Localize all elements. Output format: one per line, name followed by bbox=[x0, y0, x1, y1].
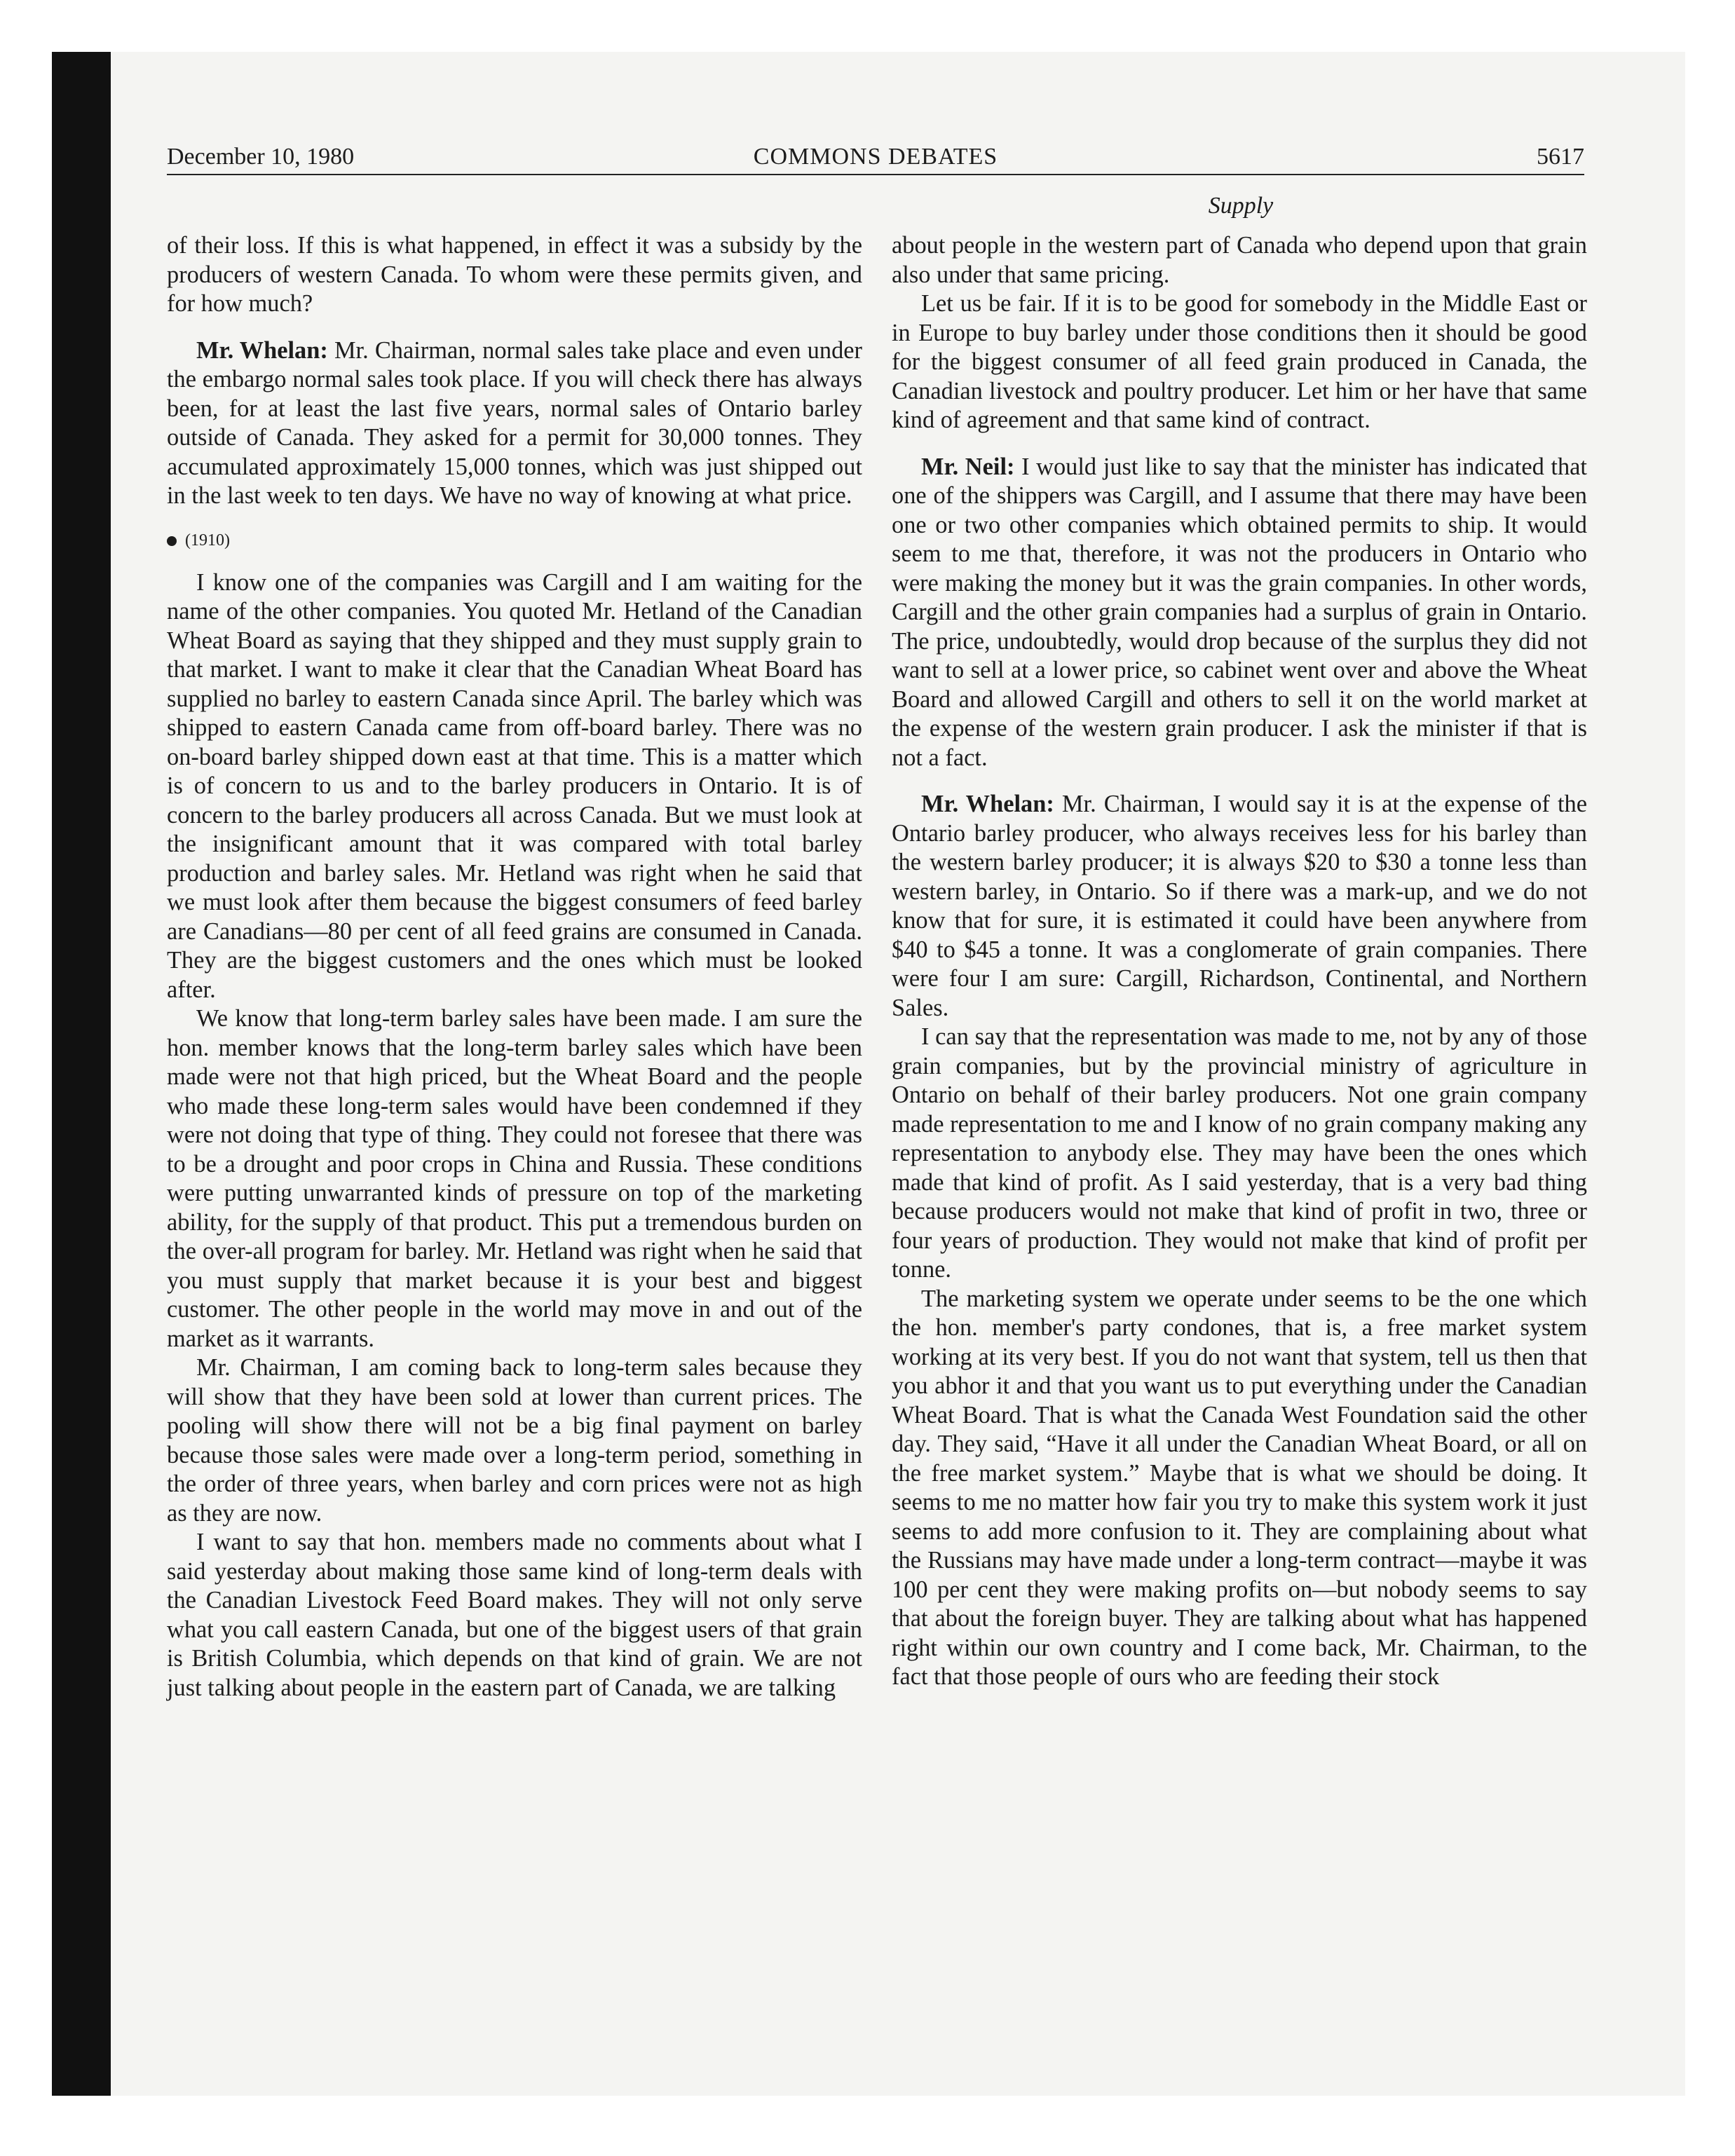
paragraph: I want to say that hon. members made no comments about what I said yesterday about making those same kind of long-term deals with the Canadian Livestock Feed Board makes. They will not only serve what you call eastern Canada, but one of the biggest users of that grain is British Columbia, which depends on that kind of grain. We are not just talking about people in the eastern part of Canada, we are talking bbox=[167, 1529, 862, 1701]
speech-text: I would just like to say that the minister has indicated that one of the shippers was Cargill, and I assume that there may have been one or two other companies which obtained permits to ship. It would seem to me that, therefore, it was not the producers in Ontario who were making the money but it was the grain companies. In other words, Cargill and the other grain companies had a surplus of grain in Ontario. The price, undoubtedly, would drop because of the surplus they did not want to sell at a lower price, so cabinet went over and above the Wheat Board and allowed Cargill and others to sell it on the world market at the expense of the western grain producer. I ask the minister if that is not a fact. bbox=[892, 453, 1587, 771]
paragraph: Let us be fair. If it is to be good for somebody in the Middle East or in Europe to buy barley under those conditions then it should be good for the biggest consumer of all feed grain produced in Canada, the Canadian livestock and poultry producer. Let him or her have that same kind of agreement and that same kind of contract. bbox=[892, 290, 1587, 433]
paragraph: The marketing system we operate under seems to be the one which the hon. member's party condones, that is, a free market system working at its very best. If you do not want that system, tell us then that you abhor it and that you want us to put everything under the Canadian Wheat Board. That is what the Canada West Foundation said the other day. They said, “Have it all under the Canadian Wheat Board, or all on the free market system.” Maybe that is what we should be doing. It seems to me no matter how fair you try to make this system work it just seems to add more confusion to it. They are complaining about what the Russians may have made under a long-term contract—maybe it was 100 per cent they were making profits on—but nobody seems to say that about the foreign buyer. They are talking about what has happened right within our own country and I come back, Mr. Chairman, to the fact that those people of ours who are feeding their stock bbox=[892, 1285, 1587, 1690]
speech-text: Mr. Chairman, normal sales take place and even under the embargo normal sales took place. If you will check there has always been, for at least the last five years, normal sales of Ontario barley outside of Canada. They asked for a permit for 30,000 tonnes. They accumulated approximately 15,000 tonnes, which was just shipped out in the last week to ten days. We have no way of knowing at what price. bbox=[167, 336, 862, 509]
scan-binding-edge bbox=[52, 52, 111, 2096]
paragraph: of their loss. If this is what happened, in effect it was a subsidy by the producers of western Canada. To whom were these permits given, and for how much? bbox=[167, 232, 862, 317]
page-header bbox=[167, 140, 1584, 175]
section-title: Supply bbox=[1208, 193, 1274, 219]
paragraph: I can say that the representation was made to me, not by any of those grain companies, but by the provincial ministry of agriculture in Ontario on behalf of their barley producers. Not one grain company made representation to me and I know of no grain company making any representation to anybody else. They may have been the ones which made that kind of profit. As I said yesterday, that is a very bad thing because producers would not make that kind of profit in two, three or four years of production. They would not make that kind of profit per tonne. bbox=[892, 1023, 1587, 1283]
paragraph bbox=[167, 336, 862, 511]
left-column bbox=[167, 231, 862, 1703]
speech-text: Mr. Chairman, I would say it is at the expense of the Ontario barley producer, who always receives less for his barley than the western barley producer; it is always $20 to $30 a tonne less than western barley, in Ontario. So if there was a mark-up, and we do not know that for sure, it is estimated it could have been anywhere from $40 to $45 a tonne. It was a conglomerate of grain companies. There were four I am sure: Cargill, Richardson, Continental, and Northern Sales. bbox=[892, 791, 1587, 1021]
paragraph: Mr. Chairman, I am coming back to long-term sales because they will show that they have been sold at lower than current prices. The pooling will show there will not be a big final payment on barley because those sales were made over a long-term period, something in the order of three years, when barley and corn prices were not as high as they are now. bbox=[167, 1354, 862, 1527]
paragraph: about people in the western part of Canada who depend upon that grain also under that same pricing. bbox=[892, 232, 1587, 288]
paragraph: We know that long-term barley sales have been made. I am sure the hon. member knows that the long-term barley sales which have been made were not that high priced, but the Wheat Board and the people who made these long-term sales would have been condemned if they were not doing that type of thing. They could not foresee that there was to be a drought and poor crops in China and Russia. These conditions were putting unwarranted kinds of pressure on top of the marketing ability, for the supply of that product. This put a tremendous burden on the over-all program for barley. Mr. Hetland was right when he said that you must supply that market because it is your best and biggest customer. The other people in the world may move in and out of the market as it warrants. bbox=[167, 1005, 862, 1352]
timestamp bbox=[167, 526, 862, 554]
bullet-icon bbox=[167, 536, 177, 546]
speaker-name: Mr. Whelan: bbox=[921, 791, 1054, 817]
paragraph bbox=[892, 790, 1587, 1023]
page-number: 5617 bbox=[1537, 144, 1584, 170]
header-date: December 10, 1980 bbox=[167, 144, 355, 170]
speaker-name: Mr. Whelan: bbox=[196, 336, 328, 364]
paragraph bbox=[892, 453, 1587, 773]
right-column bbox=[892, 231, 1587, 1692]
header-title: COMMONS DEBATES bbox=[753, 144, 998, 170]
paragraph: I know one of the companies was Cargill and I am waiting for the name of the other companies. You quoted Mr. Hetland of the Canadian Wheat Board as saying that they shipped and they must supply grain to that market. I want to make it clear that the Canadian Wheat Board has supplied no barley to eastern Canada since April. The barley which was shipped to eastern Canada came from off-board barley. There was no on-board barley shipped down east at that time. This is a matter which is of concern to us and to the barley producers in Ontario. It is of concern to the barley producers all across Canada. But we must look at the insignificant amount that it was compared with total barley production and barley sales. Mr. Hetland was right when he said that we must look after them because the biggest consumers of feed barley are Canadians—80 per cent of all feed grains are consumed in Canada. They are the biggest customers and the ones which must be looked after. bbox=[167, 568, 862, 1003]
timestamp-text: (1910) bbox=[185, 531, 230, 550]
speaker-name: Mr. Neil: bbox=[921, 453, 1015, 480]
